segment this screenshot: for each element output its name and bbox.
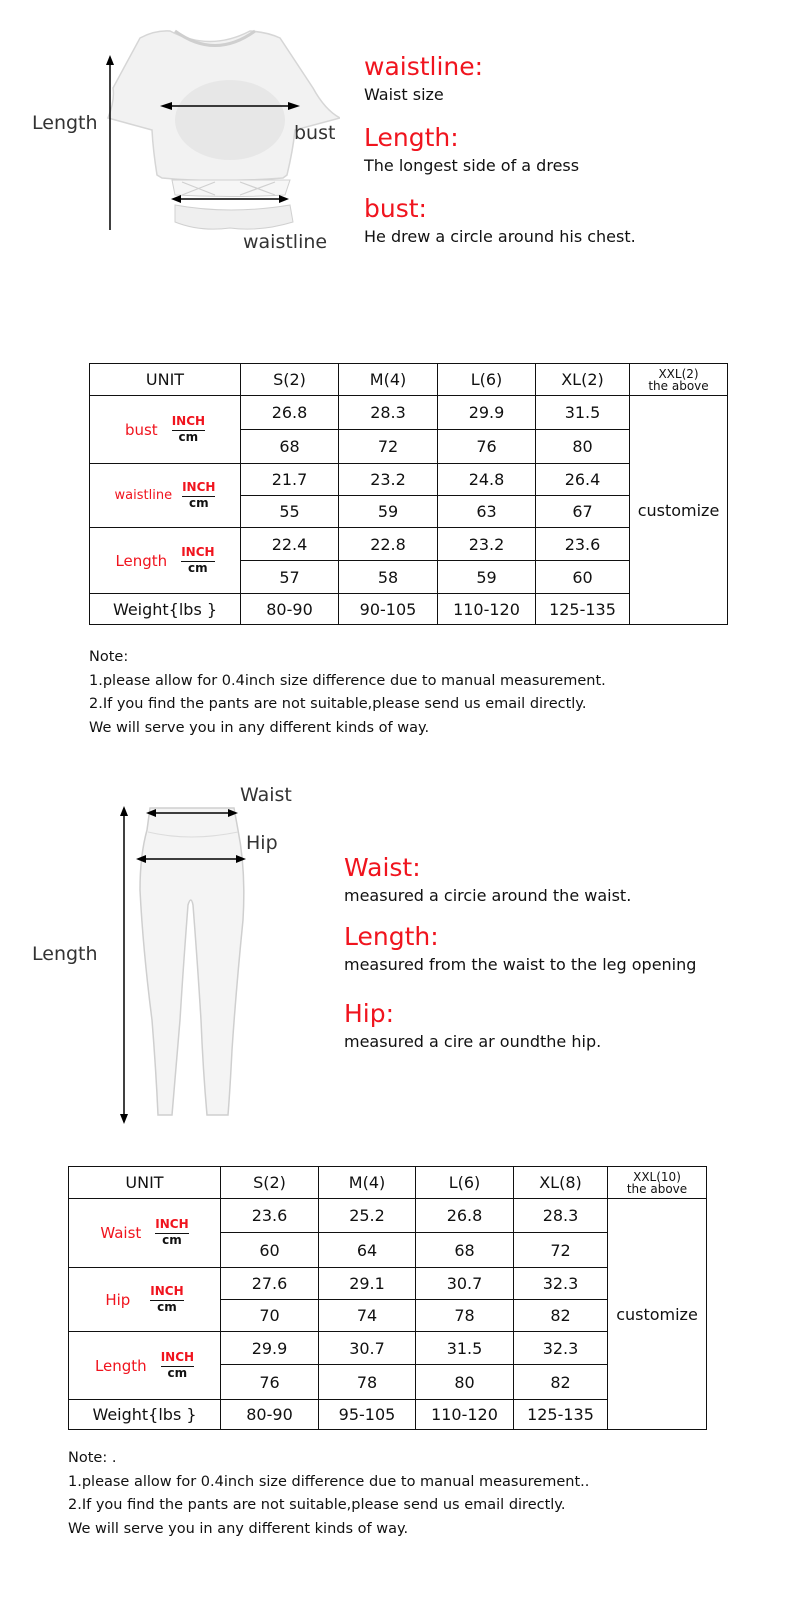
cm-value: 59	[438, 561, 536, 594]
xxl-note: the above	[626, 1181, 688, 1196]
weight-label: Weight{lbs }	[90, 594, 241, 625]
bottom-notes	[68, 1447, 589, 1541]
inch-value: 22.8	[339, 528, 438, 561]
note-line: We will serve you in any different kinds of way.	[68, 1520, 409, 1537]
inch-value: 32.3	[514, 1268, 608, 1300]
note-line: 1.please allow for 0.4inch size difference due to manual measurement..	[68, 1473, 590, 1490]
unit-inch: INCH	[161, 1351, 194, 1367]
weight-label: Weight{lbs }	[69, 1400, 221, 1430]
xxl-size: XXL(10)	[633, 1169, 681, 1184]
header-size: M(4)	[339, 364, 438, 396]
measure-name: waistline	[114, 488, 173, 503]
cm-value: 82	[514, 1300, 608, 1332]
measure-label-cell	[90, 396, 241, 464]
definition-title: Waist:	[344, 853, 421, 882]
unit-cm: cm	[162, 1233, 182, 1247]
crop-top-illustration	[0, 0, 340, 270]
bottom-diagram	[0, 770, 330, 1130]
inch-value: 23.2	[438, 528, 536, 561]
weight-value: 80-90	[241, 594, 339, 625]
inch-value: 32.3	[514, 1332, 608, 1365]
cm-value: 78	[416, 1300, 514, 1332]
definition-text: measured a cire ar oundthe hip.	[344, 1032, 602, 1051]
top-notes	[89, 646, 606, 740]
note-line: We will serve you in any different kinds of way.	[89, 719, 430, 736]
cm-value: 72	[514, 1233, 608, 1268]
weight-value: 125-135	[514, 1400, 608, 1430]
weight-value: 110-120	[438, 594, 536, 625]
inch-value: 29.9	[221, 1332, 319, 1365]
cm-value: 59	[339, 496, 438, 528]
header-xxl	[608, 1167, 707, 1199]
inch-value: 23.6	[536, 528, 630, 561]
definition-text: Waist size	[364, 85, 444, 104]
note-line: 2.If you find the pants are not suitable,please send us email directly.	[68, 1497, 566, 1513]
cm-value: 57	[241, 561, 339, 594]
unit-inch: INCH	[155, 1218, 188, 1234]
length-label: Length	[32, 943, 98, 965]
bust-label: bust	[294, 122, 336, 144]
definition-text: The longest side of a dress	[364, 156, 580, 175]
unit-inch: INCH	[181, 546, 214, 562]
weight-value: 80-90	[221, 1400, 319, 1430]
unit-cm: cm	[157, 1299, 177, 1314]
cm-value: 55	[241, 496, 339, 528]
definition-text: He drew a circle around his chest.	[364, 227, 636, 246]
measure-label-cell	[69, 1268, 221, 1332]
header-size: XL(2)	[536, 364, 630, 396]
header-size: L(6)	[416, 1167, 514, 1199]
measure-label-cell	[69, 1199, 221, 1268]
cm-value: 68	[416, 1233, 514, 1268]
xxl-size: XXL(2)	[658, 366, 699, 381]
inch-value: 25.2	[319, 1199, 416, 1233]
unit-cm: cm	[188, 495, 209, 510]
inch-value: 28.3	[339, 396, 438, 430]
weight-value: 95-105	[319, 1400, 416, 1430]
measure-name: Hip	[105, 1290, 131, 1309]
cm-value: 64	[319, 1233, 416, 1268]
definition-title: Length:	[364, 123, 459, 152]
measure-label-cell	[90, 464, 241, 528]
cm-value: 72	[339, 430, 438, 464]
table-row	[90, 396, 728, 430]
measure-name: Length	[115, 551, 168, 570]
cm-value: 74	[319, 1300, 416, 1332]
cm-value: 70	[221, 1300, 319, 1332]
inch-value: 29.9	[438, 396, 536, 430]
weight-value: 90-105	[339, 594, 438, 625]
cm-value: 76	[438, 430, 536, 464]
inch-value: 26.4	[536, 464, 630, 496]
header-size: M(4)	[319, 1167, 416, 1199]
cm-value: 60	[536, 561, 630, 594]
measure-label-cell	[69, 1332, 221, 1400]
customize-cell: customize	[608, 1199, 707, 1430]
cm-value: 76	[221, 1365, 319, 1400]
definition-title: bust:	[364, 194, 427, 223]
cm-value: 68	[241, 430, 339, 464]
unit-inch: INCH	[150, 1285, 183, 1301]
bottom-size-table	[68, 1166, 707, 1430]
inch-value: 22.4	[241, 528, 339, 561]
bottom-definitions	[344, 855, 696, 1050]
unit-cm: cm	[167, 1365, 188, 1380]
measure-name: Length	[94, 1356, 147, 1375]
length-label: Length	[32, 112, 98, 134]
inch-value: 29.1	[319, 1268, 416, 1300]
inch-value: 30.7	[319, 1332, 416, 1365]
cm-value: 67	[536, 496, 630, 528]
cm-value: 80	[416, 1365, 514, 1400]
header-size: S(2)	[241, 364, 339, 396]
note-line: 2.If you find the pants are not suitable,please send us email directly.	[89, 696, 587, 712]
inch-value: 23.2	[339, 464, 438, 496]
inch-value: 23.6	[221, 1199, 319, 1233]
inch-value: 26.8	[416, 1199, 514, 1233]
inch-value: 24.8	[438, 464, 536, 496]
definition-title: Length:	[344, 922, 439, 951]
note-heading: Note: .	[68, 1450, 117, 1466]
waist-label: Waist	[240, 784, 292, 806]
unit-inch: INCH	[182, 481, 215, 497]
header-unit: UNIT	[90, 364, 241, 396]
header-size: L(6)	[438, 364, 536, 396]
table-header-row	[90, 364, 728, 396]
header-size: XL(8)	[514, 1167, 608, 1199]
definition-title: Hip:	[344, 999, 395, 1028]
xxl-note: the above	[648, 378, 709, 393]
unit-cm: cm	[188, 560, 208, 575]
customize-cell: customize	[630, 396, 728, 625]
inch-value: 31.5	[536, 396, 630, 430]
cm-value: 80	[536, 430, 630, 464]
hip-label: Hip	[246, 832, 278, 854]
inch-value: 30.7	[416, 1268, 514, 1300]
table-header-row	[69, 1167, 707, 1199]
definition-title: waistline:	[364, 52, 484, 81]
top-diagram	[0, 0, 340, 270]
measure-name: bust	[124, 420, 158, 439]
note-line: 1.please allow for 0.4inch size difference due to manual measurement.	[89, 672, 606, 689]
top-definitions	[364, 54, 636, 245]
definition-text: measured from the waist to the leg opening	[344, 955, 697, 974]
table-row	[69, 1199, 707, 1233]
inch-value: 28.3	[514, 1199, 608, 1233]
measure-name: Waist	[100, 1224, 142, 1242]
measure-label-cell	[90, 528, 241, 594]
inch-value: 21.7	[241, 464, 339, 496]
header-xxl	[630, 364, 728, 396]
inch-value: 31.5	[416, 1332, 514, 1365]
inch-value: 27.6	[221, 1268, 319, 1300]
unit-inch: INCH	[172, 415, 205, 431]
unit-cm: cm	[178, 429, 199, 444]
cm-value: 58	[339, 561, 438, 594]
note-heading: Note:	[89, 649, 129, 665]
header-unit: UNIT	[69, 1167, 221, 1199]
cm-value: 63	[438, 496, 536, 528]
weight-value: 125-135	[536, 594, 630, 625]
cm-value: 60	[221, 1233, 319, 1268]
cm-value: 78	[319, 1365, 416, 1400]
inch-value: 26.8	[241, 396, 339, 430]
definition-text: measured a circie around the waist.	[344, 886, 632, 905]
waistline-label: waistline	[243, 231, 328, 253]
top-size-table	[89, 363, 728, 625]
cm-value: 82	[514, 1365, 608, 1400]
weight-value: 110-120	[416, 1400, 514, 1430]
header-size: S(2)	[221, 1167, 319, 1199]
